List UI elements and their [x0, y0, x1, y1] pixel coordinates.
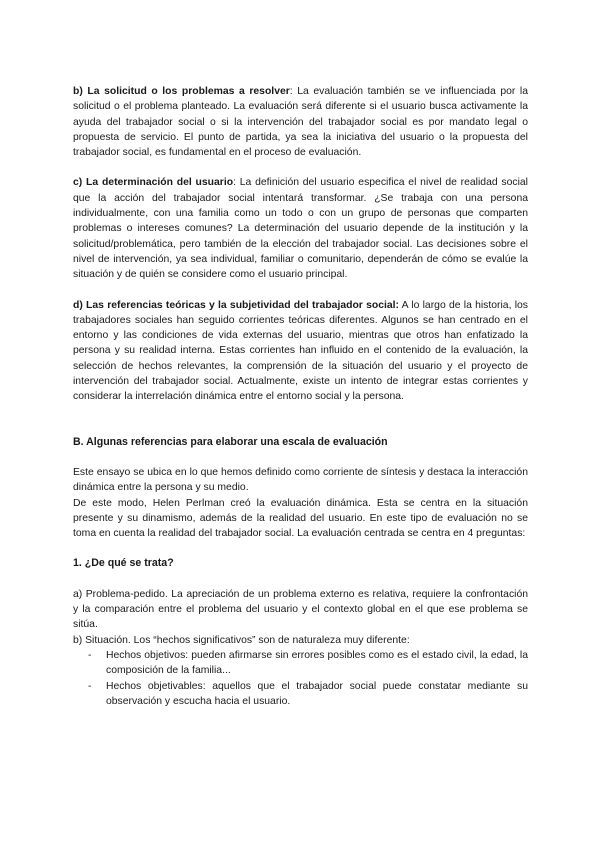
paragraph-c-body: : La definición del usuario especifica el nivel de realidad social que la acción del trabajador social intentará transformar. ¿Se trabaja con una persona individualmente, con una familia como un todo o con un grupo de personas que comparten problemas o intereses comunes? La determinación del usuario depende de la institución y la solicitud/problemática, pero también de la elección del trabajador social. Las decisiones sobre el nivel de intervención, ya sea individual, familiar o comunitario, dependerán de cómo se evalúe la situación y de quién se considere como el usuario principal.	[73, 177, 528, 281]
paragraph-d-heading: d) Las referencias teóricas y la subjetividad del trabajador social:	[73, 299, 400, 311]
paragraph-b-heading: b) La solicitud o los problemas a resolver	[73, 86, 290, 97]
paragraph-c-heading: c) La determinación del usuario	[73, 177, 234, 189]
facts-list	[73, 648, 528, 709]
dash-bullet: -	[88, 680, 92, 692]
list-item-text: Hechos objetivables: aquellos que el trabajador social puede constatar mediante su observación y escucha hacia el usuario.	[106, 680, 528, 707]
question-1-title: 1. ¿De qué se trata?	[73, 557, 174, 570]
dash-bullet: -	[88, 649, 92, 661]
list-item-text: Hechos objetivos: pueden afirmarse sin errores posibles como es el estado civil, la edad, la composición de la familia...	[106, 649, 528, 677]
document-content	[73, 84, 528, 709]
question-1-item-a: a) Problema-pedido. La apreciación de un problema externo es relativa, requiere la confrontación y la comparación entre el problema del usuario y el contexto global en el que ese problema se sitúa.	[73, 588, 528, 631]
paragraph-c	[73, 175, 528, 282]
paragraph-b-body: : La evaluación también se ve influenciada por la solicitud o el problema planteado. La evaluación será diferente si el usuario busca activamente la ayuda del trabajador social o si la intervención del trabajador social es por mandato legal o propuesta de servicio. El punto de partida, ya sea la iniciativa del usuario o la propuesta del trabajador social, es fundamental en el proceso de evaluación.	[73, 86, 528, 159]
list-item	[73, 679, 528, 710]
paragraph-d	[73, 298, 528, 405]
section-b-title: B. Algunas referencias para elaborar una escala de evaluación	[73, 435, 388, 448]
question-1-item-b: b) Situación. Los “hechos significativos” son de naturaleza muy diferente:	[73, 634, 410, 646]
section-b-paragraph-2: De este modo, Helen Perlman creó la evaluación dinámica. Esta se centra en la situación presente y su dinamismo, además de la realidad del usuario. En este tipo de evaluación no se toma en cuenta la realidad del trabajador social. La evaluación centrada se centra en 4 preguntas:	[73, 497, 528, 540]
list-item	[73, 648, 528, 679]
paragraph-d-body: A lo largo de la historia, los trabajadores sociales han seguido corrientes teóricas diferentes. Algunos se han centrado en el entorno y las condiciones de vida externas del usuario, mientras que otros han enfatizado la persona y su realidad interna. Estas corrientes han influido en el contenido de la evaluación, la selección de hechos relevantes, la comprensión de la situación del usuario y el proyecto de intervención del trabajador social. Actualmente, existe un intento de integrar estas corrientes y considerar la interrelación dinámica entre el entorno social y la persona.	[73, 299, 528, 403]
paragraph-b	[73, 84, 528, 160]
section-b-paragraph-1: Este ensayo se ubica en lo que hemos definido como corriente de síntesis y destaca la interacción dinámica entre la persona y su medio.	[73, 466, 528, 494]
